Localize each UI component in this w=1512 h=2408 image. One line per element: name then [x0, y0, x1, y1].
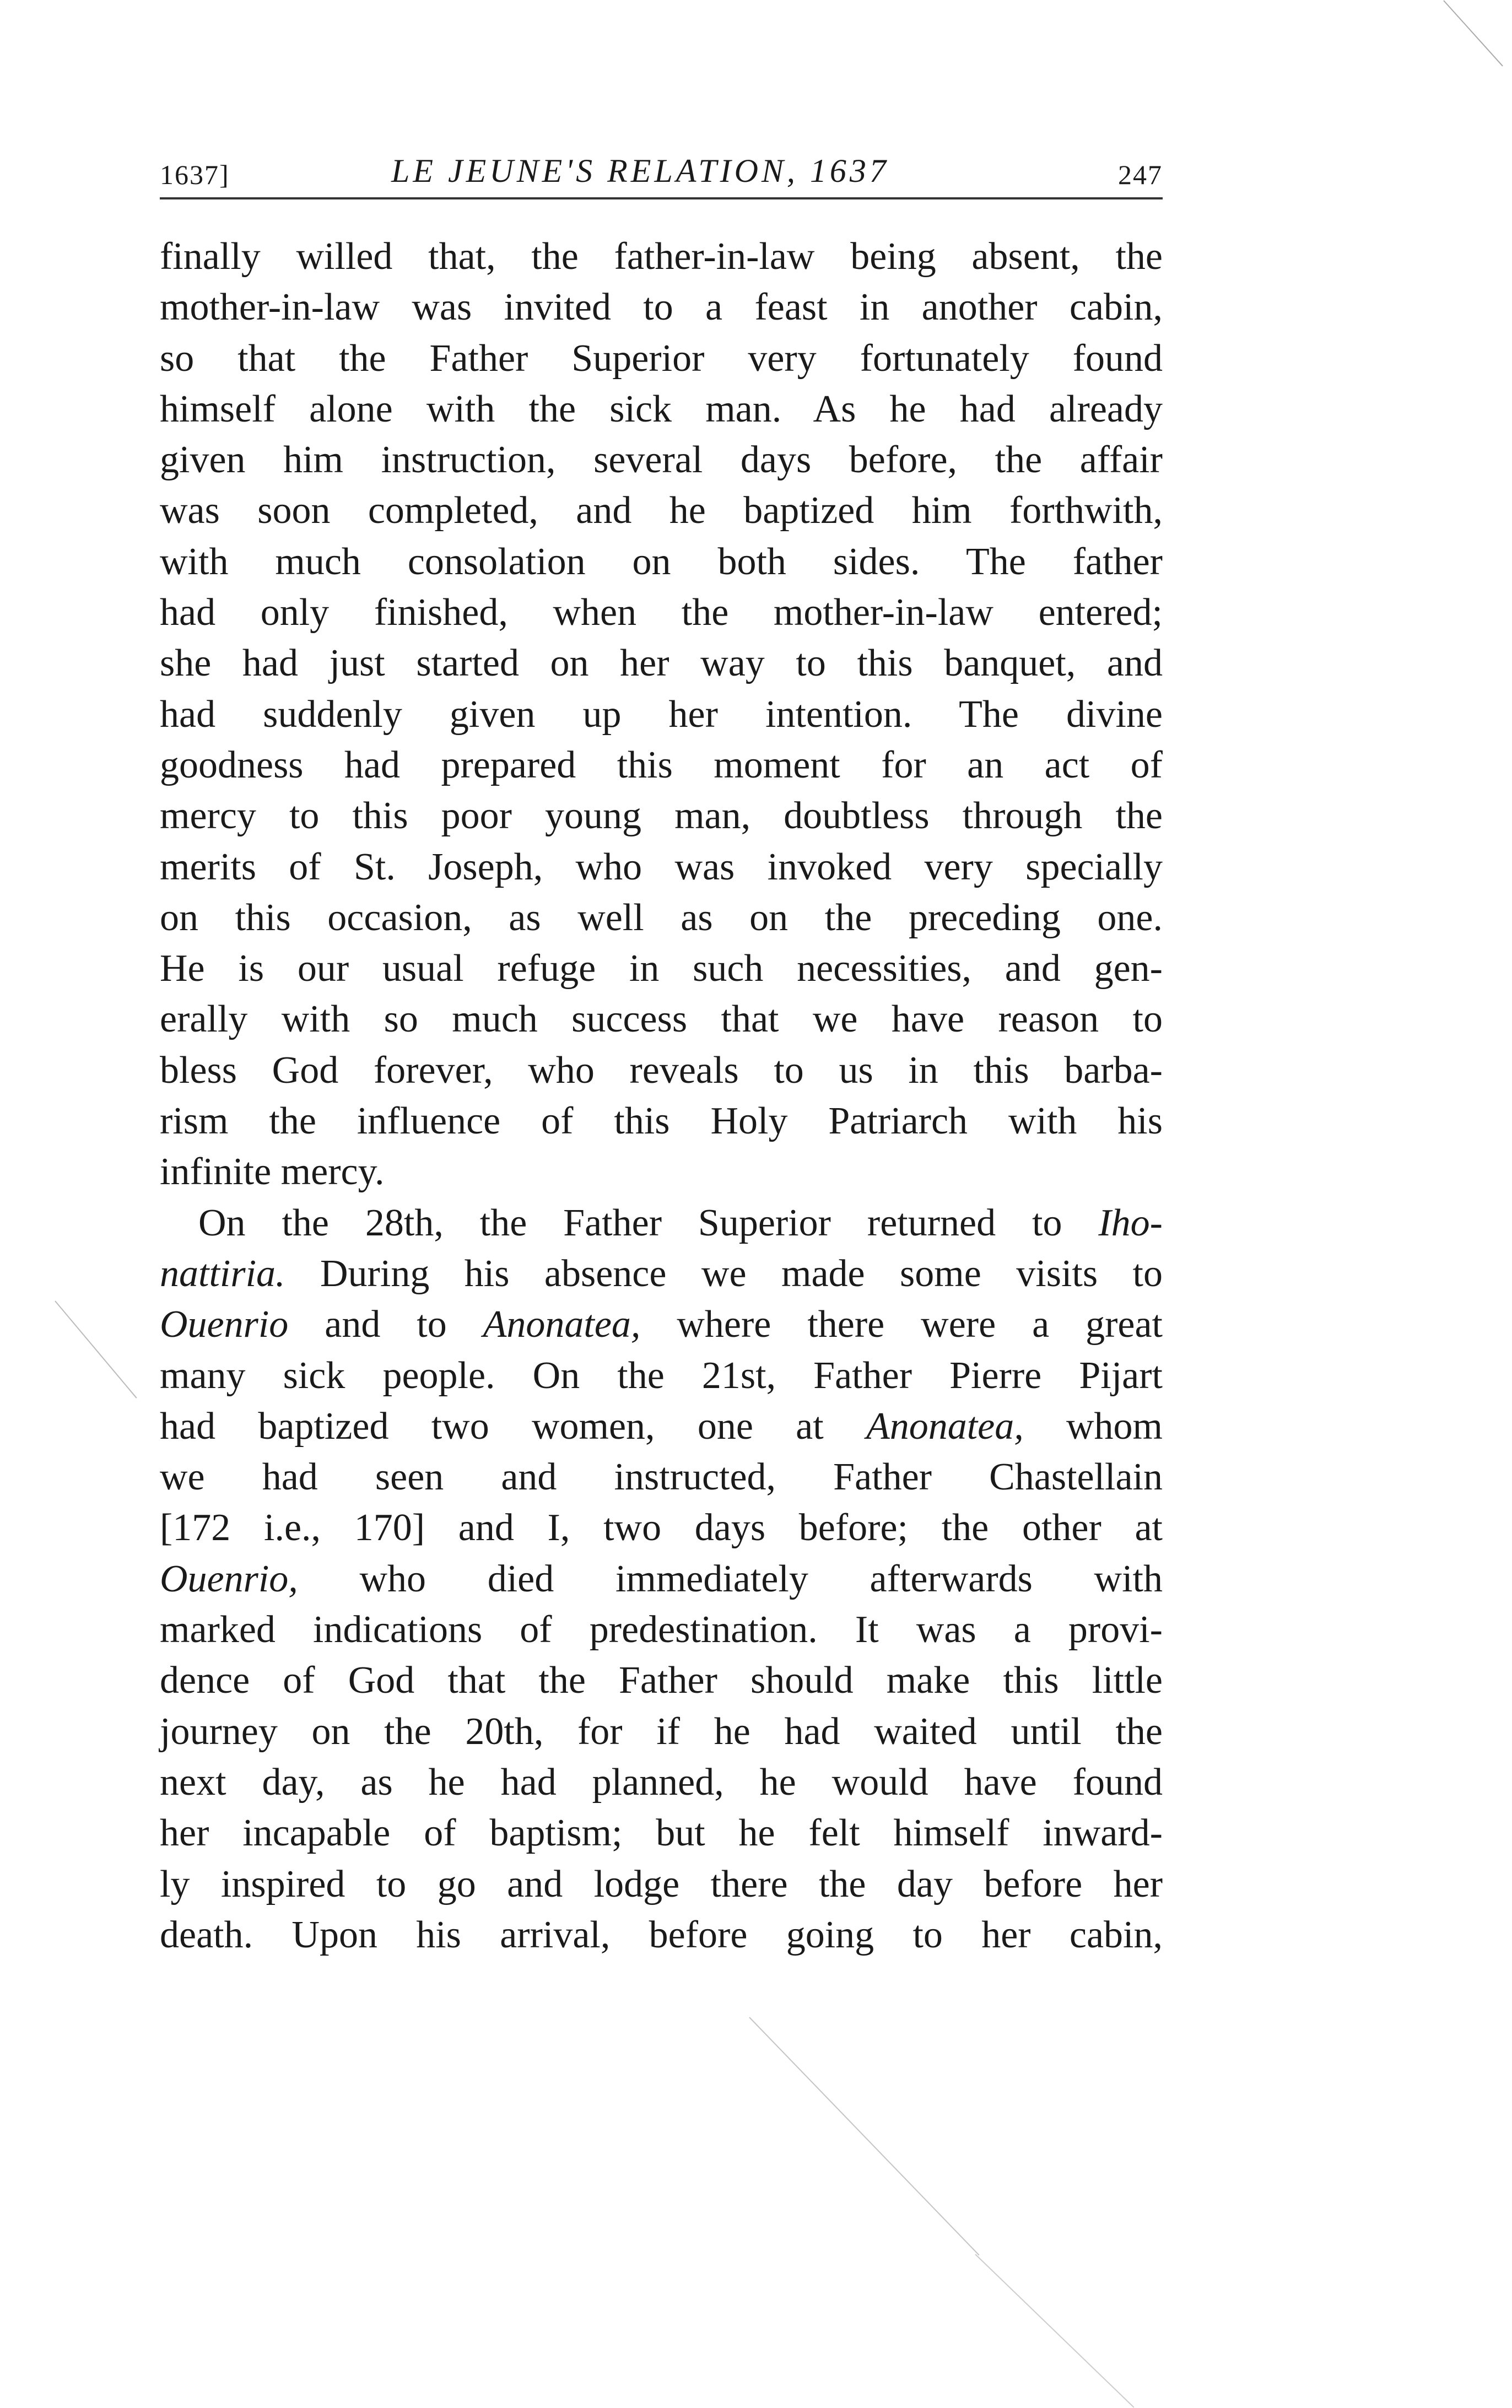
- text-segment: mercy to this poor young man, doubtless through the: [160, 795, 1163, 838]
- text-line: [160, 231, 1163, 282]
- italic-text-segment: Anonatea,: [866, 1405, 1024, 1448]
- text-segment: During his absence we made some visits to: [285, 1252, 1163, 1295]
- text-line: [160, 1554, 1163, 1605]
- text-segment: goodness had prepared this moment for an act of: [160, 743, 1163, 786]
- text-line: [160, 1452, 1163, 1503]
- running-header: [160, 148, 1163, 199]
- text-line: [160, 943, 1163, 994]
- text-line: [160, 333, 1163, 384]
- text-line: [160, 282, 1163, 333]
- italic-text-segment: Anonatea,: [483, 1303, 641, 1346]
- text-line: [160, 384, 1163, 435]
- scan-artifact: [55, 1300, 137, 1398]
- italic-text-segment: Ouenrio: [160, 1303, 289, 1346]
- text-line: [160, 1757, 1163, 1808]
- text-segment: ly inspired to go and lodge there the day before her: [160, 1862, 1163, 1905]
- text-segment: where there were a great: [640, 1303, 1163, 1346]
- text-segment: finally willed that, the father-in-law being absent, the: [160, 235, 1163, 278]
- text-segment: mother-in-law was invited to a feast in another cabin,: [160, 286, 1163, 329]
- scan-artifact: [975, 2254, 1134, 2407]
- text-line: [160, 1859, 1163, 1910]
- text-segment: himself alone with the sick man. As he had already: [160, 387, 1163, 430]
- text-segment: infinite mercy.: [160, 1151, 385, 1194]
- text-line: [160, 1351, 1163, 1401]
- text-line: [160, 638, 1163, 689]
- text-segment: dence of God that the Father should make this little: [160, 1659, 1163, 1702]
- scan-artifact: [1443, 0, 1503, 66]
- body-text: [160, 231, 1163, 1961]
- header-year: 1637]: [160, 159, 230, 190]
- text-line: [160, 740, 1163, 791]
- text-segment: erally with so much success that we have reason to: [160, 998, 1163, 1041]
- text-segment: we had seen and instructed, Father Chastellain: [160, 1456, 1163, 1499]
- text-line: [160, 537, 1163, 587]
- header-title: LE JEUNE'S RELATION, 1637: [391, 153, 889, 189]
- text-line: [160, 842, 1163, 893]
- text-segment: next day, as he had planned, he would have found: [160, 1761, 1163, 1804]
- italic-text-segment: Ouenrio,: [160, 1557, 298, 1600]
- text-line: [160, 1147, 1163, 1197]
- text-line: [160, 1808, 1163, 1859]
- text-segment: and to: [288, 1303, 483, 1346]
- text-segment: bless God forever, who reveals to us in this barba-: [160, 1049, 1163, 1092]
- text-line: [160, 485, 1163, 536]
- text-line: [160, 1249, 1163, 1299]
- text-segment: she had just started on her way to this banquet, and: [160, 642, 1163, 685]
- text-segment: He is our usual refuge in such necessities, and gen-: [160, 947, 1163, 990]
- text-line: [160, 435, 1163, 485]
- text-line: [160, 994, 1163, 1045]
- text-line: [160, 791, 1163, 841]
- text-segment: had only finished, when the mother-in-law entered;: [160, 591, 1163, 634]
- text-line: [160, 1096, 1163, 1147]
- text-line: [160, 893, 1163, 943]
- text-segment: journey on the 20th, for if he had waited until the: [160, 1710, 1163, 1753]
- text-segment: so that the Father Superior very fortunately found: [160, 337, 1163, 380]
- text-segment: On the 28th, the Father Superior returned to: [198, 1201, 1099, 1244]
- text-segment: with much consolation on both sides. The father: [160, 540, 1163, 583]
- page-number: 247: [1118, 159, 1163, 190]
- text-line: [160, 689, 1163, 740]
- text-segment: whom: [1023, 1405, 1163, 1448]
- text-line: [160, 1605, 1163, 1655]
- text-line: [160, 1707, 1163, 1757]
- text-segment: [172 i.e., 170] and I, two days before; the other at: [160, 1507, 1163, 1549]
- italic-text-segment: nattiria.: [160, 1252, 285, 1295]
- text-segment: on this occasion, as well as on the preceding one.: [160, 896, 1163, 939]
- text-line: [160, 1045, 1163, 1096]
- text-segment: given him instruction, several days before, the affair: [160, 439, 1163, 482]
- text-segment: had baptized two women, one at: [160, 1405, 866, 1448]
- text-line: [160, 1198, 1163, 1249]
- text-line: [160, 1401, 1163, 1452]
- text-line: [160, 1655, 1163, 1706]
- text-line: [160, 1503, 1163, 1553]
- text-segment: rism the influence of this Holy Patriarch with his: [160, 1100, 1163, 1143]
- text-segment: who died immediately afterwards with: [298, 1557, 1163, 1600]
- scan-artifact: [749, 2017, 979, 2255]
- text-segment: many sick people. On the 21st, Father Pierre Pijart: [160, 1354, 1163, 1397]
- text-segment: merits of St. Joseph, who was invoked very specially: [160, 845, 1163, 888]
- text-line: [160, 1910, 1163, 1961]
- italic-text-segment: Iho-: [1098, 1201, 1163, 1244]
- text-segment: death. Upon his arrival, before going to her cabin,: [160, 1913, 1163, 1956]
- text-segment: her incapable of baptism; but he felt himself inward-: [160, 1812, 1163, 1855]
- text-segment: marked indications of predestination. It was a provi-: [160, 1608, 1163, 1651]
- text-line: [160, 587, 1163, 638]
- text-segment: was soon completed, and he baptized him forthwith,: [160, 489, 1163, 532]
- text-segment: had suddenly given up her intention. The divine: [160, 693, 1163, 736]
- text-line: [160, 1299, 1163, 1350]
